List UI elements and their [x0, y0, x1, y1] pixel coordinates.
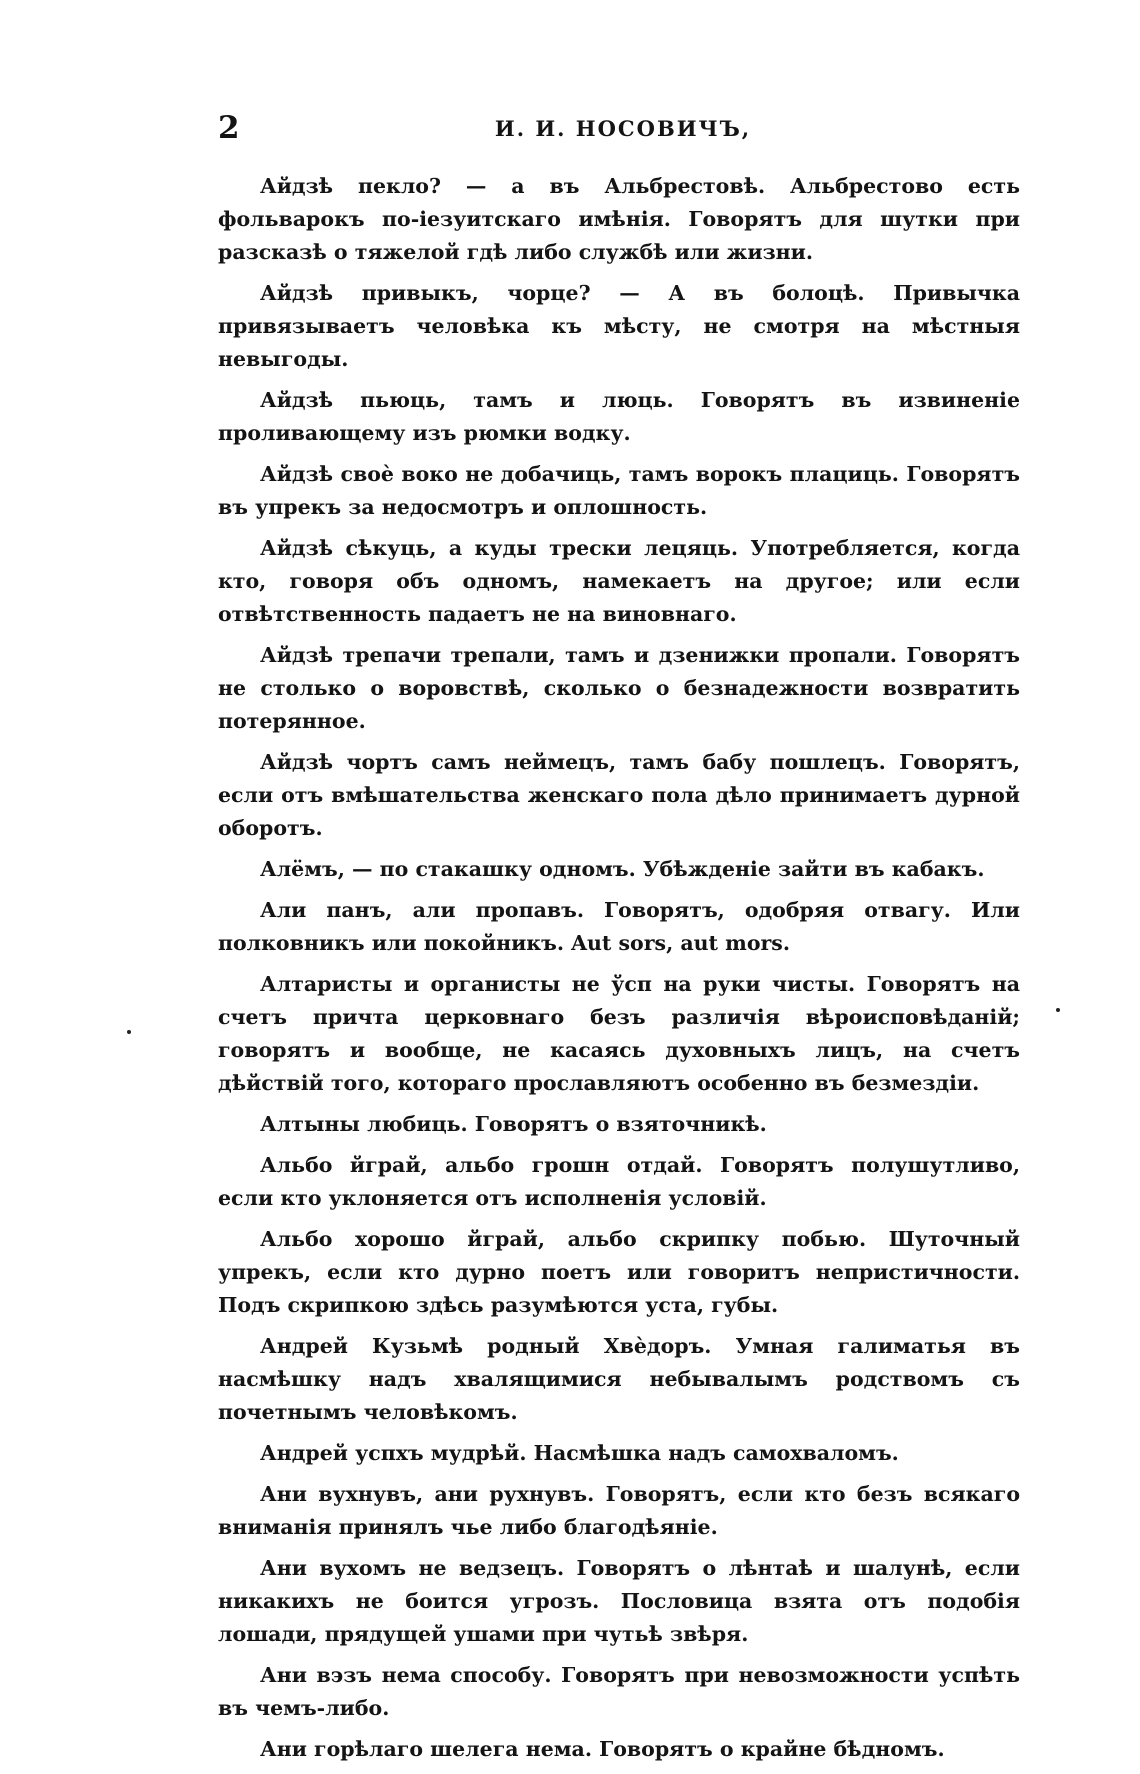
proverb-entry: Альбо хорошо йграй, альбо скрипку побью. Шуточный упрекъ, если кто дурно поетъ или говоритъ непристичности. Подъ скрипкою здѣсь разумѣются уста, губы. — [218, 1227, 1020, 1317]
proverb-entry: Алтаристы и органисты не ўсп на руки чисты. Говорятъ на счетъ причта церковнаго безъ различія вѣроисповѣданій; говорятъ и вообще, не касаясь духовныхъ лицъ, на счетъ дѣйствій того, котораго прославляютъ особенно въ безмездіи. — [218, 972, 1020, 1095]
proverb-entry: Альбо йграй, альбо грошн отдай. Говорятъ полушутливо, если кто уклоняется отъ исполненія условій. — [218, 1153, 1020, 1210]
proverb-entry: Ани вэзъ нема способу. Говорятъ при невозможности успѣть въ чемъ-либо. — [218, 1663, 1020, 1720]
proverb-entry: Айдзѣ чортъ самъ неймецъ, тамъ бабу пошлецъ. Говорятъ, если отъ вмѣшательства женскаго пола дѣло принимаетъ дурной оборотъ. — [218, 750, 1020, 840]
proverb-entry: Али панъ, али пропавъ. Говорятъ, одобряя отвагу. Или полковникъ или покойникъ. Aut sors, aut mors. — [218, 898, 1020, 955]
proverb-entry: Алтыны любиць. Говорятъ о взяточникѣ. — [260, 1112, 767, 1136]
proverb-entry: Айдзѣ сѣкуць, а куды трески лецяць. Употребляется, когда кто, говоря объ одномъ, намекаетъ на другое; или если отвѣтственность падаетъ не на виновнаго. — [218, 536, 1020, 626]
running-head: И. И. НОСОВИЧЪ, — [494, 116, 752, 141]
proverb-entry: Андрей успхъ мудрѣй. Насмѣшка надъ самохваломъ. — [260, 1441, 899, 1465]
proverb-entry: Ани горѣлаго шелега нема. Говорятъ о крайне бѣдномъ. — [260, 1737, 945, 1761]
proverb-entry: Айдзѣ трепачи трепали, тамъ и дзенижки пропали. Говорятъ не столько о воровствѣ, сколько о безнадежности возвратить потерянное. — [218, 643, 1020, 733]
proverb-entry: Андрей Кузьмѣ родный Хвѐдоръ. Умная галиматья въ насмѣшку надъ хвалящимися небывалымъ родствомъ съ почетнымъ человѣкомъ. — [218, 1334, 1020, 1424]
proverb-entry: Айдзѣ своѐ воко не добачиць, тамъ ворокъ плациць. Говорятъ въ упрекъ за недосмотръ и оплошность. — [218, 462, 1020, 519]
page-number: 2 — [218, 110, 240, 146]
proverb-entry: Ани вухнувъ, ани рухнувъ. Говорятъ, если кто безъ всякаго вниманія принялъ чье либо благодѣяніе. — [218, 1482, 1020, 1539]
print-speck — [1056, 1008, 1060, 1012]
proverb-entry: Айдзѣ пекло? — а въ Альбрестовѣ. Альбрестово есть фольварокъ по-iезуитскаго имѣнія. Говорятъ для шутки при разсказѣ о тяжелой гдѣ либо службѣ или жизни. — [218, 174, 1020, 264]
print-speck — [127, 1030, 131, 1034]
proverb-entry: Айдзѣ привыкъ, чорце? — А въ болоцѣ. Привычка привязываетъ человѣка къ мѣсту, не смотря на мѣстныя невыгоды. — [218, 281, 1020, 371]
proverb-entry: Алёмъ, — по стакашку одномъ. Убѣжденіе зайти въ кабакъ. — [260, 857, 985, 881]
proverb-list — [218, 170, 1020, 1774]
proverb-entry: Айдзѣ пьюць, тамъ и люць. Говорятъ въ извиненіе проливающему изъ рюмки водку. — [218, 388, 1020, 445]
proverb-entry: Ани вухомъ не ведзецъ. Говорятъ о лѣнтаѣ и шалунѣ, если никакихъ не боится угрозъ. Пословица взята отъ подобія лошади, прядущей ушами при чутьѣ звѣря. — [218, 1556, 1020, 1646]
page-header — [218, 108, 1028, 152]
